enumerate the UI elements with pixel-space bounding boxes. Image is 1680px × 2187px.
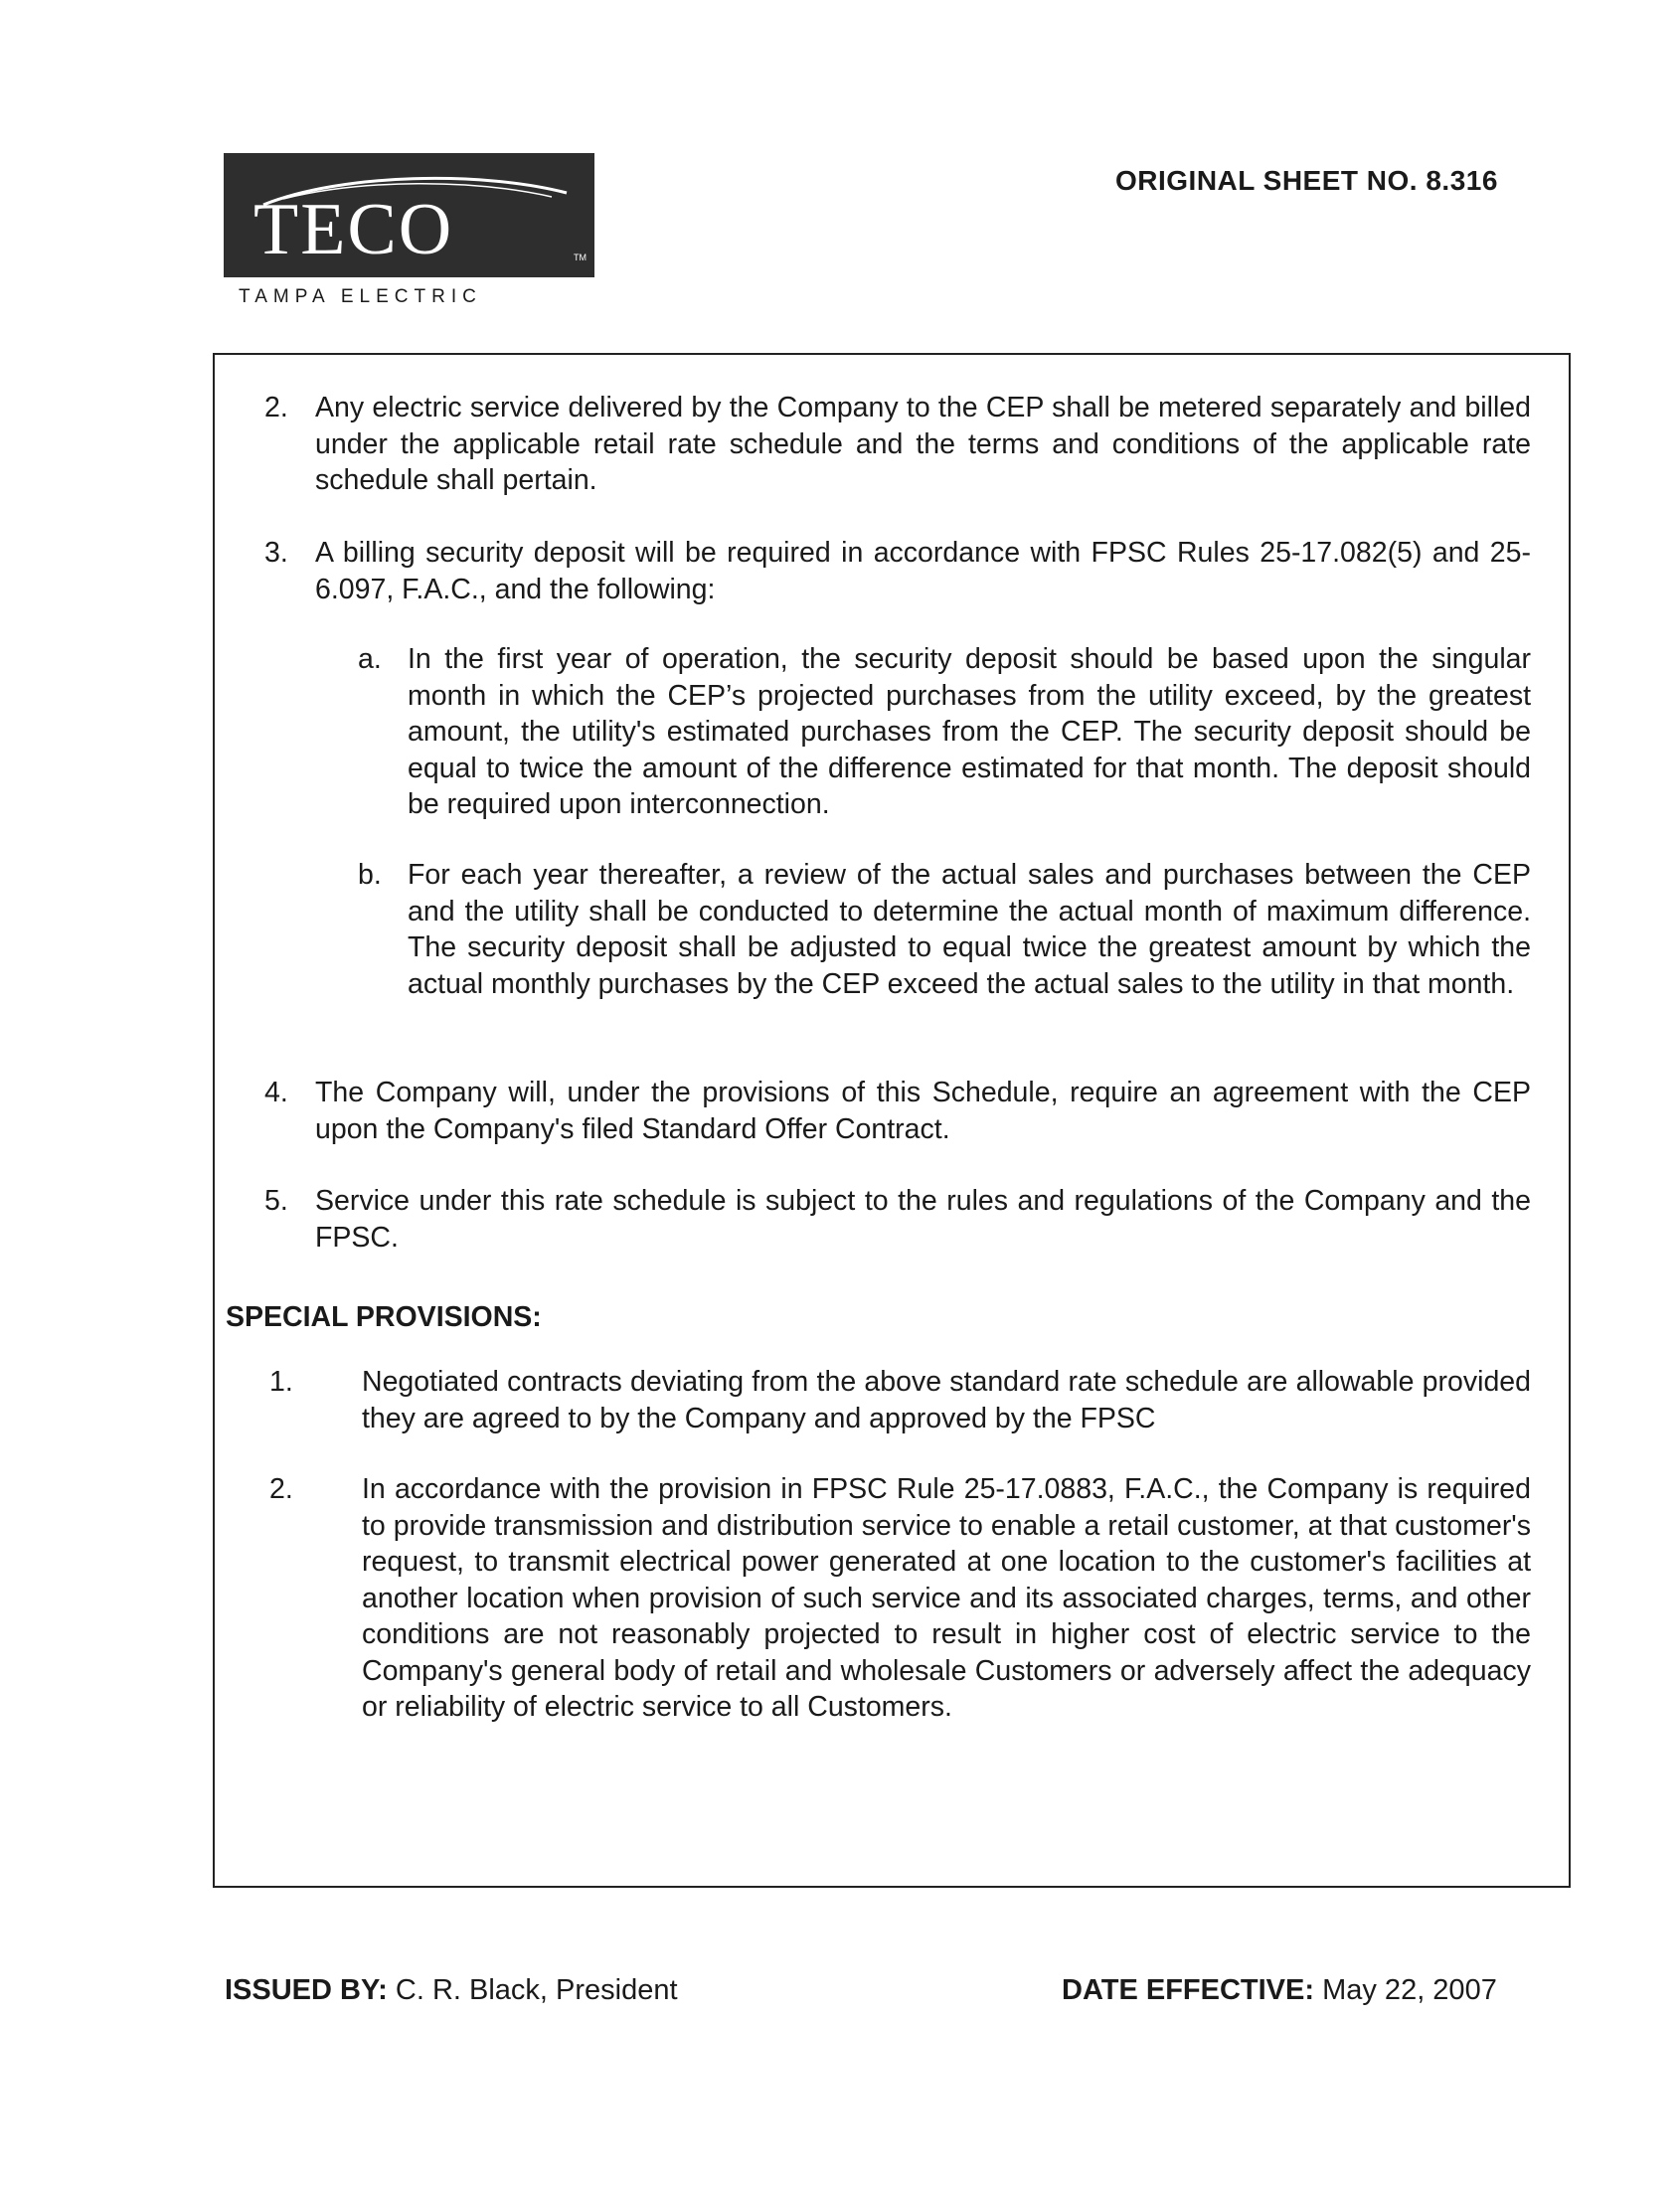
- subitem-text: In the first year of operation, the security deposit should be based upon the singular month in which the CEP’s projected purchases from the utility exceed, by the greatest amount, the utility's estimated purchases from the CEP. The security deposit should be equal to twice the amount of the difference estimated for that month. The deposit should be required upon interconnection.: [408, 643, 1531, 820]
- item-text: Any electric service delivered by the Company to the CEP shall be metered separately and billed under the applicable retail rate schedule and the terms and conditions of the applicable rate schedule shall pertain.: [315, 392, 1531, 496]
- date-effective: [1062, 1974, 1497, 2007]
- item-number: 2.: [264, 392, 288, 423]
- item-text: Service under this rate schedule is subject to the rules and regulations of the Company and the FPSC.: [315, 1185, 1531, 1254]
- subitem-text: For each year thereafter, a review of the actual sales and purchases between the CEP and the utility shall be conducted to determine the actual month of maximum difference. The security deposit shall be adjusted to equal twice the greatest amount by which the actual monthly purchases by the CEP exceed the actual sales to the utility in that month.: [408, 859, 1531, 1000]
- provision-number: 1.: [269, 1366, 293, 1398]
- item-number: 5.: [264, 1185, 288, 1217]
- date-effective-label: DATE EFFECTIVE:: [1062, 1974, 1315, 2006]
- item-text: A billing security deposit will be required in accordance with FPSC Rules 25-17.082(5) and 25-6.097, F.A.C., and the following:: [315, 537, 1531, 605]
- issued-by-label: ISSUED BY:: [225, 1974, 388, 2006]
- date-effective-value: May 22, 2007: [1322, 1974, 1497, 2006]
- provision-text: In accordance with the provision in FPSC Rule 25-17.0883, F.A.C., the Company is required to provide transmission and distribution service to enable a retail customer, at that customer's request, to transmit electrical power generated at one location to the customer's facilities at another location when provision of such service and its associated charges, terms, and other conditions are not reasonably projected to result in higher cost of electric service to the Company's general body of retail and wholesale Customers or adversely affect the adequacy or reliability of electric service to all Customers.: [362, 1473, 1531, 1723]
- subitem-letter: b.: [358, 859, 382, 891]
- issued-by: [225, 1974, 678, 2007]
- provision-number: 2.: [269, 1473, 293, 1505]
- trademark-mark: TM: [574, 252, 587, 262]
- subitem-letter: a.: [358, 643, 382, 675]
- item-number: 4.: [264, 1077, 288, 1108]
- item-text: The Company will, under the provisions of this Schedule, require an agreement with the CEP upon the Company's filed Standard Offer Contract.: [315, 1077, 1531, 1145]
- item-number: 3.: [264, 537, 288, 569]
- teco-logo: [224, 153, 594, 277]
- logo-text: TECO: [253, 189, 454, 270]
- issued-by-value: C. R. Black, President: [395, 1974, 678, 2006]
- sheet-number: ORIGINAL SHEET NO. 8.316: [1115, 165, 1498, 196]
- special-provisions-heading: SPECIAL PROVISIONS:: [226, 1301, 542, 1333]
- logo-subtitle: TAMPA ELECTRIC: [239, 286, 482, 307]
- provision-text: Negotiated contracts deviating from the above standard rate schedule are allowable provided they are agreed to by the Company and approved by the FPSC: [362, 1366, 1531, 1434]
